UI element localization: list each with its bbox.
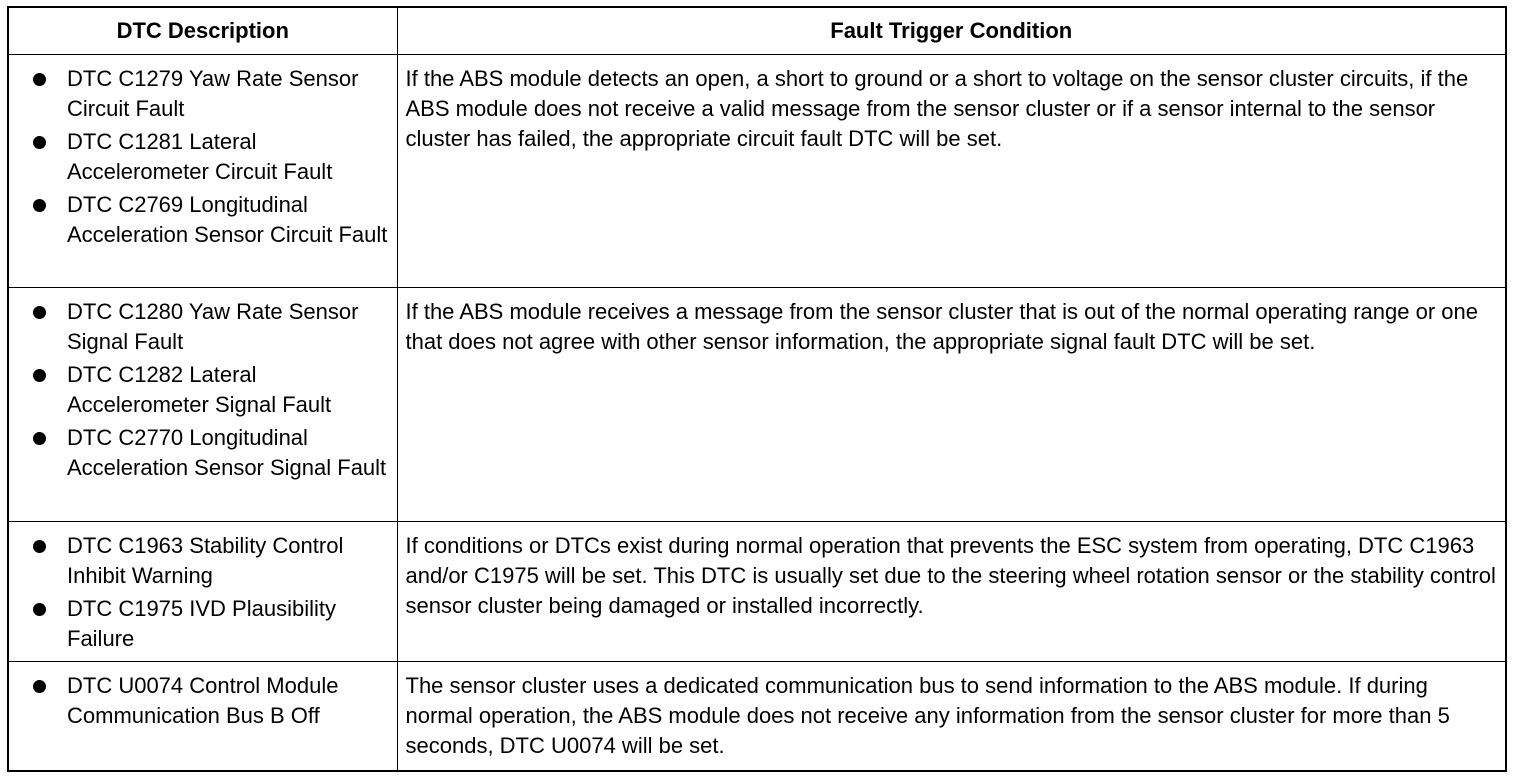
header-dtc-description: DTC Description [8, 7, 397, 54]
bullet-icon [33, 136, 46, 149]
bullet-icon [33, 306, 46, 319]
fault-condition-text: If the ABS module detects an open, a short to ground or a short to voltage on the sensor cluster circuits, if the ABS module does not receive a valid message from the sensor cluster or if a sensor internal to the sensor cluster has failed, the appropriate circuit fault DTC will be set. [405, 65, 1469, 151]
dtc-code-label: DTC C2769 Longitudinal Acceleration Sensor Circuit Fault [67, 191, 388, 247]
list-item [31, 64, 391, 124]
dtc-code-label: DTC C1963 Stability Control Inhibit Warning [67, 532, 344, 588]
fault-condition-cell [397, 661, 1506, 771]
list-item [31, 127, 391, 187]
dtc-code-label: DTC C2770 Longitudinal Acceleration Sensor Signal Fault [67, 424, 387, 480]
bullet-icon [33, 603, 46, 616]
dtc-description-cell [8, 54, 397, 287]
dtc-list [31, 297, 391, 483]
dtc-code-label: DTC C1280 Yaw Rate Sensor Signal Fault [67, 298, 359, 354]
list-item [31, 671, 391, 731]
dtc-list [31, 531, 391, 654]
fault-condition-cell [397, 521, 1506, 661]
dtc-code-label: DTC C1975 IVD Plausibility Failure [67, 595, 336, 651]
fault-condition-text: If conditions or DTCs exist during normal operation that prevents the ESC system from operating, DTC C1963 and/or C1975 will be set. This DTC is usually set due to the steering wheel rotation sensor or the stability control sensor cluster being damaged or installed incorrectly. [405, 532, 1496, 618]
dtc-code-label: DTC C1282 Lateral Accelerometer Signal Fault [67, 361, 332, 417]
dtc-list [31, 671, 391, 731]
fault-condition-cell [397, 54, 1506, 287]
list-item [31, 190, 391, 250]
bullet-icon [33, 73, 46, 86]
dtc-code-label: DTC C1281 Lateral Accelerometer Circuit Fault [67, 128, 333, 184]
list-item [31, 594, 391, 654]
bullet-icon [33, 540, 46, 553]
list-item [31, 297, 391, 357]
list-item [31, 423, 391, 483]
fault-condition-cell [397, 287, 1506, 521]
bullet-icon [33, 369, 46, 382]
table-header-row [8, 7, 1506, 54]
list-item [31, 531, 391, 591]
list-item [31, 360, 391, 420]
table-row [8, 521, 1506, 661]
fault-condition-text: The sensor cluster uses a dedicated communication bus to send information to the ABS module. If during normal operation, the ABS module does not receive any information from the sensor cluster for more than 5 seconds, DTC U0074 will be set. [405, 672, 1450, 758]
dtc-code-label: DTC U0074 Control Module Communication Bus B Off [67, 672, 339, 728]
bullet-icon [33, 199, 46, 212]
dtc-list [31, 64, 391, 250]
dtc-code-label: DTC C1279 Yaw Rate Sensor Circuit Fault [67, 65, 359, 121]
bullet-icon [33, 432, 46, 445]
table-row [8, 287, 1506, 521]
header-fault-trigger-condition: Fault Trigger Condition [397, 7, 1506, 54]
dtc-fault-table [7, 6, 1507, 772]
table-row [8, 661, 1506, 771]
bullet-icon [33, 680, 46, 693]
dtc-description-cell [8, 521, 397, 661]
dtc-description-cell [8, 287, 397, 521]
dtc-description-cell [8, 661, 397, 771]
table-row [8, 54, 1506, 287]
fault-condition-text: If the ABS module receives a message from the sensor cluster that is out of the normal operating range or one that does not agree with other sensor information, the appropriate signal fault DTC will be set. [405, 298, 1478, 354]
